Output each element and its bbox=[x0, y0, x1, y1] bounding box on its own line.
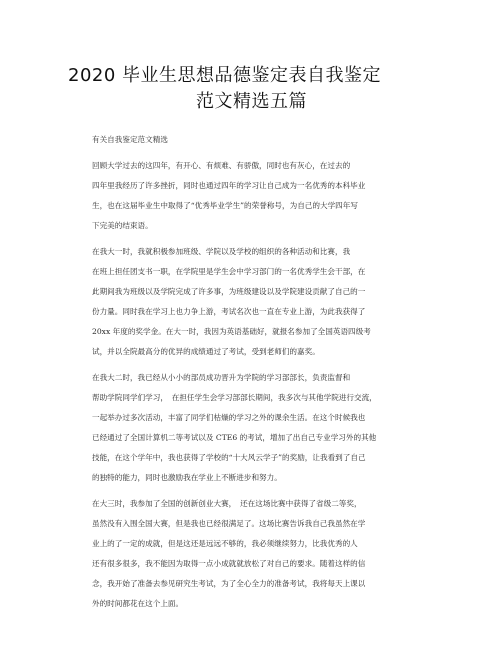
paragraph-line: 已经通过了全国计算机二等考试以及 CTE6 的考试，增加了出自己专业学习外的其他 bbox=[92, 433, 377, 442]
paragraph-line: 在我大二时，我已经从小小的部员成功晋升为学院的学习部部长，负责监督和 bbox=[92, 373, 351, 382]
paragraph-line: 回顾大学过去的这四年，有开心、有烦难、有骄傲，同时也有灰心，在过去的 bbox=[92, 161, 351, 170]
paragraph bbox=[92, 494, 410, 614]
paragraph-line: 的独特的能力，同时也激励我在学业上不断进步和努力。 bbox=[92, 473, 282, 482]
paragraph-line: 20xx 年度的奖学金。在大一时，我因为英语基础好，就报名参加了全国英语四级考 bbox=[92, 327, 371, 336]
paragraph-line: 念，我开始了准备去参见研究生考试，为了全心全力的准备考试，我将每天上课以 bbox=[92, 579, 366, 588]
paragraph bbox=[92, 156, 410, 236]
paragraph-line: 业上的了一定的成就，但是这还是远远不够的，我必须继续努力，比我优秀的人 bbox=[92, 539, 358, 548]
paragraph-line: 此期间我为班级以及学院完成了许多事，为班级建设以及学院建设贡献了自己的一 bbox=[92, 287, 366, 296]
paragraph bbox=[92, 368, 410, 488]
paragraph-line: 四年里我经历了许多挫折，同时也通过四年的学习让自己成为一名优秀的本科毕业 bbox=[92, 181, 366, 190]
document-subtitle: 有关自我鉴定范文精选 bbox=[92, 135, 168, 144]
document-title-line2: 范文精选五篇 bbox=[196, 91, 307, 112]
paragraph-line: 一起举办过多次活动，丰富了同学们枯燥的学习之外的课余生活。在这个时候我也 bbox=[92, 413, 366, 422]
paragraph-line: 外的时间都花在这个上面。 bbox=[92, 599, 184, 608]
paragraph-line: 在班上担任团支书一职，在学院里是学生会中学习部门的一名优秀学生会干部，在 bbox=[92, 267, 366, 276]
paragraph-line: 技能，在这个学年中，我也获得了学校的“十大风云学子”的奖励，让我看到了自己 bbox=[92, 453, 366, 462]
paragraph-line: 试，并以全院最高分的优异的成绩通过了考试，受到老师们的嘉奖。 bbox=[92, 347, 320, 356]
paragraph-line: 生，也在这届毕业生中取得了“优秀毕业学生”的荣誉称号，为自己的大学四年写 bbox=[92, 201, 358, 210]
paragraph-line: 在我大一时，我就积极参加班级、学院以及学校的组织的各种活动和比赛，我 bbox=[92, 247, 351, 256]
paragraph-line: 下完美的结束语。 bbox=[92, 221, 153, 230]
document-body bbox=[92, 130, 410, 614]
paragraph bbox=[92, 242, 410, 362]
paragraph-line: 份力量。同时我在学习上也力争上游，考试名次也一直在专业上游，为此我获得了 bbox=[92, 307, 366, 316]
paragraph-line: 帮助学院同学们学习， 在担任学生会学习部部长期间，我多次与其他学院进行交流， bbox=[92, 393, 377, 402]
document-title-line1: 2020 毕业生思想品德鉴定表自我鉴定 bbox=[68, 65, 382, 86]
paragraph-line: 还有很多很多，我不能因为取得一点小成就就放松了对自己的要求。随着这样的信 bbox=[92, 559, 366, 568]
paragraph-line: 虽然没有入围全国大赛，但是我也已经很满足了。这场比赛告诉我自己我虽然在学 bbox=[92, 519, 366, 528]
paragraph-line: 在大三时，我参加了全国的创新创业大赛， 还在这场比赛中获得了省级二等奖， bbox=[92, 499, 362, 508]
